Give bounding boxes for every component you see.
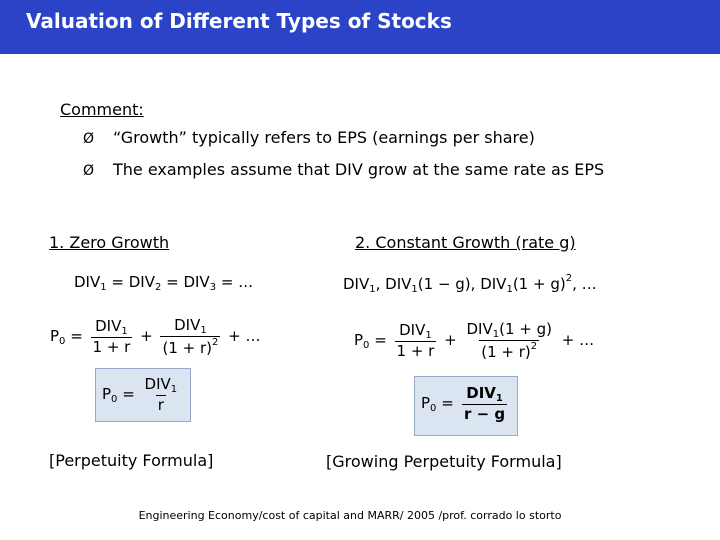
comment-label: Comment: <box>60 100 144 119</box>
growing-perpetuity-caption: [Growing Perpetuity Formula] <box>326 452 562 471</box>
zero-growth-pv-series: $P_0$ = $\frac{DIV_1}{1 + r}$ + $\frac{DIV_1}{(1 + r)^2}$ + … <box>50 316 261 357</box>
bullet-text: “Growth” typically refers to EPS (earnings per share) <box>113 128 535 147</box>
perpetuity-formula: $P_0$ = $\frac{DIV_1}{r}$ <box>102 375 178 414</box>
bullet-text: The examples assume that DIV grow at the same rate as EPS <box>113 160 605 179</box>
comment-bullet <box>83 128 535 147</box>
footer: Engineering Economy/cost of capital and MARR/ 2005 /prof. corrado lo storto <box>138 509 562 522</box>
arrow-bullet-icon: Ø <box>83 163 95 179</box>
zero-growth-dividend-sequence: $DIV_1 = DIV_2 = DIV_3$ = … <box>74 273 254 293</box>
slide-title: Valuation of Different Types of Stocks <box>26 9 452 33</box>
perpetuity-caption: [Perpetuity Formula] <box>49 451 214 470</box>
comment-bullet <box>83 160 604 179</box>
constant-growth-heading: 2. Constant Growth (rate g) <box>355 233 576 252</box>
zero-growth-heading: 1. Zero Growth <box>49 233 170 252</box>
constant-growth-dividend-sequence: $DIV_1$, $DIV_1(1 - g)$, $DIV_1(1 + g)^2$, … <box>343 273 597 295</box>
title-bar <box>0 0 720 54</box>
arrow-bullet-icon: Ø <box>83 131 95 147</box>
constant-growth-pv-series: $P_0$ = $\frac{DIV_1}{1 + r}$ + $\frac{DIV_1(1 + g)}{(1 + r)^2}$ + … <box>354 320 595 361</box>
growing-perpetuity-formula: $P_0$ = $\frac{DIV_1}{r - g}$ <box>421 384 506 423</box>
